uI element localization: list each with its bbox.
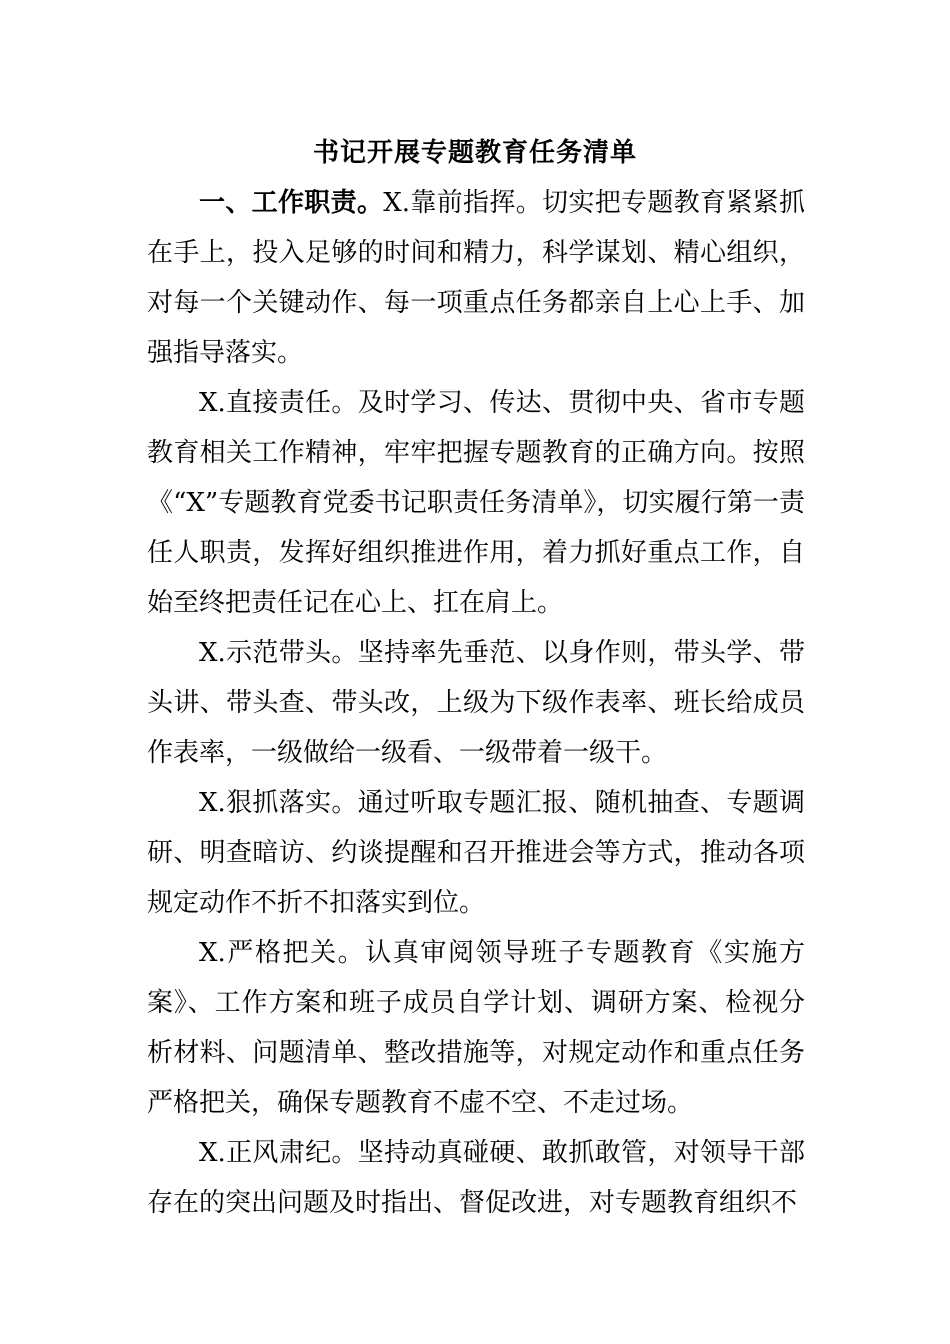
paragraph-text: X.严格把关。认真审阅领导班子专题教育《实施方案》、工作方案和班子成员自学计划、调研方案、检视分析材料、问题清单、整改措施等，对规定动作和重点任务严格把关，确保专题教育不虚不空、不走过场。 xyxy=(147,938,805,1118)
paragraph-discipline xyxy=(147,1128,805,1228)
paragraph-strict-review xyxy=(147,928,805,1128)
paragraph-text: X.正风肃纪。坚持动真碰硬、敢抓敢管，对领导干部存在的突出问题及时指出、督促改进，对专题教育组织不 xyxy=(147,1138,805,1218)
document-title: 书记开展专题教育任务清单 xyxy=(312,138,637,168)
paragraph-work-duties xyxy=(147,178,805,378)
paragraph-text: X.直接责任。及时学习、传达、贯彻中央、省市专题教育相关工作精神，牢牢把握专题教育的正确方向。按照《“X”专题教育党委书记职责任务清单》，切实履行第一责任人职责，发挥好组织推进作用，着力抓好重点工作，自始至终把责任记在心上、扛在肩上。 xyxy=(147,388,805,618)
section-heading: 一、工作职责。 xyxy=(199,188,384,218)
document-body xyxy=(147,178,805,1228)
paragraph-lead-by-example xyxy=(147,628,805,778)
paragraph-text: X.示范带头。坚持率先垂范、以身作则，带头学、带头讲、带头查、带头改，上级为下级作表率、班长给成员作表率，一级做给一级看、一级带着一级干。 xyxy=(147,638,805,768)
paragraph-implementation xyxy=(147,778,805,928)
paragraph-text: X.狠抓落实。通过听取专题汇报、随机抽查、专题调研、明查暗访、约谈提醒和召开推进会等方式，推动各项规定动作不折不扣落实到位。 xyxy=(147,788,805,918)
paragraph-direct-responsibility xyxy=(147,378,805,628)
paragraph-text: X.靠前指挥。切实把专题教育紧紧抓在手上，投入足够的时间和精力，科学谋划、精心组织，对每一个关键动作、每一项重点任务都亲自上心上手、加强指导落实。 xyxy=(147,188,805,368)
